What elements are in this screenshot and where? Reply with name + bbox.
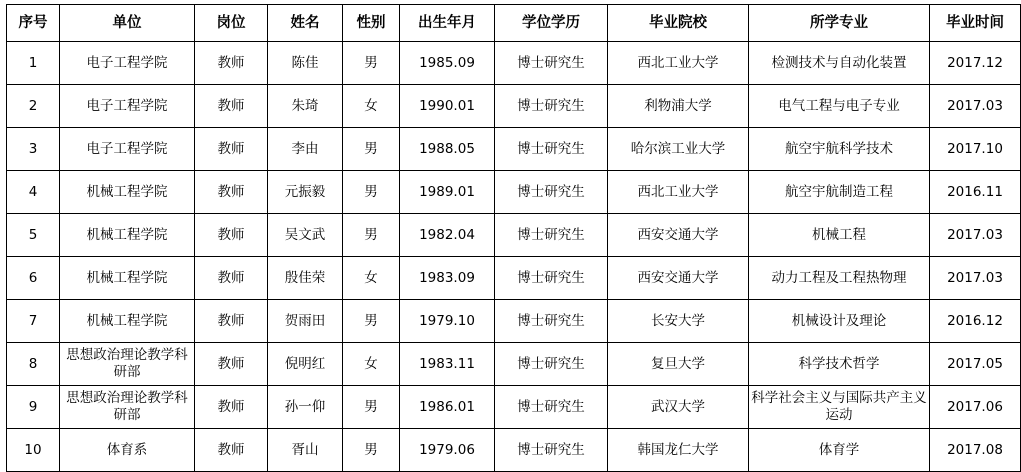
cell-school: 复旦大学 xyxy=(608,343,749,386)
cell-name: 朱琦 xyxy=(268,85,343,128)
cell-birth: 1983.11 xyxy=(400,343,495,386)
cell-graduation: 2017.03 xyxy=(930,257,1021,300)
cell-sex: 男 xyxy=(343,42,400,85)
cell-birth: 1986.01 xyxy=(400,386,495,429)
cell-name: 倪明红 xyxy=(268,343,343,386)
cell-unit: 机械工程学院 xyxy=(60,257,195,300)
cell-birth: 1982.04 xyxy=(400,214,495,257)
cell-sex: 男 xyxy=(343,171,400,214)
table-row xyxy=(7,300,1021,343)
staff-table xyxy=(6,4,1021,472)
cell-major: 机械设计及理论 xyxy=(749,300,930,343)
cell-birth: 1988.05 xyxy=(400,128,495,171)
cell-unit: 机械工程学院 xyxy=(60,171,195,214)
cell-post: 教师 xyxy=(195,300,268,343)
cell-post: 教师 xyxy=(195,257,268,300)
cell-birth: 1989.01 xyxy=(400,171,495,214)
cell-school: 西北工业大学 xyxy=(608,42,749,85)
cell-name: 孙一仰 xyxy=(268,386,343,429)
cell-major: 机械工程 xyxy=(749,214,930,257)
cell-name: 陈佳 xyxy=(268,42,343,85)
cell-school: 哈尔滨工业大学 xyxy=(608,128,749,171)
cell-post: 教师 xyxy=(195,343,268,386)
column-header-school: 毕业院校 xyxy=(608,5,749,42)
cell-post: 教师 xyxy=(195,386,268,429)
cell-education: 博士研究生 xyxy=(495,257,608,300)
cell-sex: 女 xyxy=(343,85,400,128)
cell-sex: 男 xyxy=(343,300,400,343)
cell-school: 武汉大学 xyxy=(608,386,749,429)
cell-education: 博士研究生 xyxy=(495,429,608,472)
cell-name: 李由 xyxy=(268,128,343,171)
cell-index: 1 xyxy=(7,42,60,85)
cell-name: 贺雨田 xyxy=(268,300,343,343)
cell-post: 教师 xyxy=(195,128,268,171)
cell-graduation: 2017.12 xyxy=(930,42,1021,85)
column-header-index: 序号 xyxy=(7,5,60,42)
cell-post: 教师 xyxy=(195,85,268,128)
column-header-graduation: 毕业时间 xyxy=(930,5,1021,42)
cell-graduation: 2017.06 xyxy=(930,386,1021,429)
cell-index: 8 xyxy=(7,343,60,386)
cell-post: 教师 xyxy=(195,214,268,257)
cell-unit: 电子工程学院 xyxy=(60,85,195,128)
cell-unit: 机械工程学院 xyxy=(60,300,195,343)
cell-graduation: 2017.03 xyxy=(930,214,1021,257)
cell-unit: 体育系 xyxy=(60,429,195,472)
column-header-post: 岗位 xyxy=(195,5,268,42)
cell-major: 电气工程与电子专业 xyxy=(749,85,930,128)
cell-school: 西安交通大学 xyxy=(608,257,749,300)
cell-index: 2 xyxy=(7,85,60,128)
table-row xyxy=(7,171,1021,214)
cell-index: 6 xyxy=(7,257,60,300)
cell-major: 航空宇航科学技术 xyxy=(749,128,930,171)
cell-school: 利物浦大学 xyxy=(608,85,749,128)
column-header-birth: 出生年月 xyxy=(400,5,495,42)
cell-sex: 男 xyxy=(343,214,400,257)
cell-major: 科学社会主义与国际共产主义运动 xyxy=(749,386,930,429)
cell-graduation: 2017.08 xyxy=(930,429,1021,472)
column-header-major: 所学专业 xyxy=(749,5,930,42)
table-row xyxy=(7,429,1021,472)
cell-birth: 1990.01 xyxy=(400,85,495,128)
cell-index: 3 xyxy=(7,128,60,171)
cell-unit: 电子工程学院 xyxy=(60,42,195,85)
cell-major: 检测技术与自动化装置 xyxy=(749,42,930,85)
cell-education: 博士研究生 xyxy=(495,343,608,386)
cell-education: 博士研究生 xyxy=(495,171,608,214)
table-row xyxy=(7,386,1021,429)
cell-unit: 机械工程学院 xyxy=(60,214,195,257)
cell-education: 博士研究生 xyxy=(495,386,608,429)
cell-name: 元振毅 xyxy=(268,171,343,214)
cell-index: 10 xyxy=(7,429,60,472)
cell-birth: 1979.10 xyxy=(400,300,495,343)
cell-school: 韩国龙仁大学 xyxy=(608,429,749,472)
table-body xyxy=(7,42,1021,472)
cell-name: 吴文武 xyxy=(268,214,343,257)
cell-major: 动力工程及工程热物理 xyxy=(749,257,930,300)
table-row xyxy=(7,214,1021,257)
cell-index: 5 xyxy=(7,214,60,257)
cell-sex: 女 xyxy=(343,257,400,300)
table-row xyxy=(7,42,1021,85)
cell-graduation: 2017.03 xyxy=(930,85,1021,128)
cell-unit: 电子工程学院 xyxy=(60,128,195,171)
cell-post: 教师 xyxy=(195,171,268,214)
column-header-unit: 单位 xyxy=(60,5,195,42)
cell-major: 科学技术哲学 xyxy=(749,343,930,386)
cell-sex: 男 xyxy=(343,128,400,171)
table-row xyxy=(7,257,1021,300)
table-row xyxy=(7,128,1021,171)
cell-graduation: 2017.10 xyxy=(930,128,1021,171)
column-header-sex: 性别 xyxy=(343,5,400,42)
cell-education: 博士研究生 xyxy=(495,42,608,85)
cell-index: 9 xyxy=(7,386,60,429)
cell-major: 体育学 xyxy=(749,429,930,472)
cell-sex: 男 xyxy=(343,429,400,472)
cell-unit: 思想政治理论教学科研部 xyxy=(60,343,195,386)
cell-graduation: 2016.12 xyxy=(930,300,1021,343)
cell-name: 殷佳荣 xyxy=(268,257,343,300)
cell-graduation: 2017.05 xyxy=(930,343,1021,386)
cell-index: 4 xyxy=(7,171,60,214)
column-header-name: 姓名 xyxy=(268,5,343,42)
cell-sex: 男 xyxy=(343,386,400,429)
table-header-row xyxy=(7,5,1021,42)
cell-education: 博士研究生 xyxy=(495,85,608,128)
cell-index: 7 xyxy=(7,300,60,343)
cell-birth: 1979.06 xyxy=(400,429,495,472)
cell-post: 教师 xyxy=(195,429,268,472)
cell-education: 博士研究生 xyxy=(495,214,608,257)
cell-graduation: 2016.11 xyxy=(930,171,1021,214)
cell-major: 航空宇航制造工程 xyxy=(749,171,930,214)
cell-birth: 1985.09 xyxy=(400,42,495,85)
cell-name: 胥山 xyxy=(268,429,343,472)
column-header-education: 学位学历 xyxy=(495,5,608,42)
cell-school: 长安大学 xyxy=(608,300,749,343)
cell-post: 教师 xyxy=(195,42,268,85)
cell-education: 博士研究生 xyxy=(495,128,608,171)
cell-birth: 1983.09 xyxy=(400,257,495,300)
table-header xyxy=(7,5,1021,42)
cell-school: 西安交通大学 xyxy=(608,214,749,257)
cell-education: 博士研究生 xyxy=(495,300,608,343)
table-row xyxy=(7,85,1021,128)
cell-unit: 思想政治理论教学科研部 xyxy=(60,386,195,429)
table-row xyxy=(7,343,1021,386)
cell-sex: 女 xyxy=(343,343,400,386)
cell-school: 西北工业大学 xyxy=(608,171,749,214)
